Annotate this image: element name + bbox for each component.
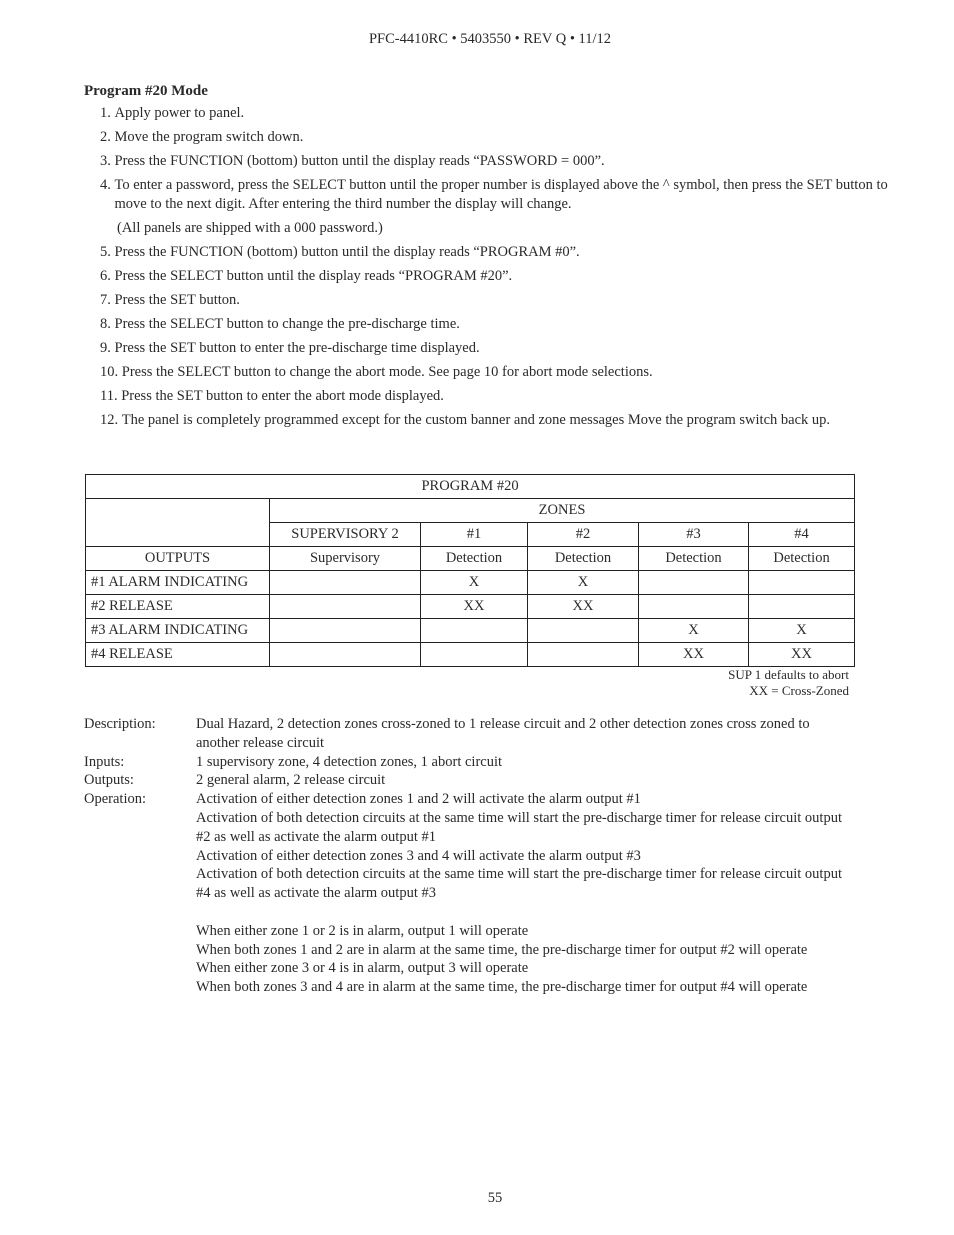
step-text: To enter a password, press the SELECT button until the proper number is displayed above the ^ symbol, then press the SET button to move to the next digit. After entering the third number the display will change. <box>114 177 888 212</box>
output-label: #3 ALARM INDICATING <box>86 619 270 643</box>
step-number: 10. <box>100 364 122 380</box>
step-number: 2. <box>100 129 115 145</box>
step-item <box>100 363 900 382</box>
table-cell: XX <box>639 643 749 667</box>
table-cell <box>639 571 749 595</box>
step-text: Press the SELECT button to change the pre-discharge time. <box>114 316 460 332</box>
description-label: Description: <box>84 716 156 732</box>
output-label: #2 RELEASE <box>86 595 270 619</box>
step-text: Press the SELECT button to change the abort mode. See page 10 for abort mode selections. <box>121 364 653 380</box>
step-number: 4. <box>100 177 115 193</box>
table-cell: X <box>639 619 749 643</box>
table-cell: X <box>528 571 639 595</box>
text-line <box>196 903 904 922</box>
output-label: #4 RELEASE <box>86 643 270 667</box>
table-title-row <box>86 475 855 499</box>
step-text: Press the SELECT button until the display reads “PROGRAM #20”. <box>114 268 513 284</box>
page-header: PFC-4410RC • 5403550 • REV Q • 11/12 <box>368 31 612 47</box>
step-item <box>100 291 900 310</box>
description-text <box>196 715 904 753</box>
step-number: 9. <box>100 340 115 356</box>
step-number: 3. <box>100 153 115 169</box>
outputs-label: Outputs: <box>84 772 134 789</box>
step-number: 7. <box>100 292 115 308</box>
table-cell <box>421 643 528 667</box>
text-line: another release circuit <box>196 734 325 751</box>
step-text: Press the FUNCTION (bottom) button until the display reads “PASSWORD = 000”. <box>114 153 605 169</box>
empty-corner-cell <box>86 499 270 547</box>
text-line: Activation of either detection zones 1 and 2 will activate the alarm output #1 <box>196 791 641 808</box>
outputs-label: OUTPUTS <box>86 547 270 571</box>
table-cell: X <box>421 571 528 595</box>
table-cell <box>270 619 421 643</box>
text-line: Activation of either detection zones 3 and 4 will activate the alarm output #3 <box>196 847 641 864</box>
note-line: XX = Cross-Zoned <box>749 683 849 698</box>
step-item <box>100 387 900 406</box>
table-cell: XX <box>421 595 528 619</box>
text-line: When both zones 3 and 4 are in alarm at the same time, the pre-discharge timer for output #4 will operate <box>196 979 808 996</box>
table-cell: XX <box>528 595 639 619</box>
table-cell <box>528 643 639 667</box>
table-row <box>86 619 855 643</box>
zone-type: Supervisory <box>270 547 421 571</box>
table-cell: XX <box>749 643 855 667</box>
step-item <box>100 339 900 358</box>
operation-row <box>84 790 904 997</box>
text-line: #2 as well as activate the alarm output #1 <box>196 828 436 845</box>
table-row <box>86 643 855 667</box>
table-cell <box>749 595 855 619</box>
table-cell <box>270 571 421 595</box>
step-item <box>100 219 900 238</box>
output-label: #1 ALARM INDICATING <box>86 571 270 595</box>
step-text: Apply power to panel. <box>114 105 245 121</box>
step-item <box>100 411 900 430</box>
table-cell <box>421 619 528 643</box>
text-line: When both zones 1 and 2 are in alarm at the same time, the pre-discharge timer for output #2 will operate <box>196 941 808 958</box>
table-title: PROGRAM #20 <box>86 475 855 499</box>
table-cell <box>749 571 855 595</box>
operation-label: Operation: <box>84 791 147 808</box>
step-item <box>100 243 900 262</box>
zone-type: Detection <box>528 547 639 571</box>
zone-header: #2 <box>528 523 639 547</box>
zone-type: Detection <box>421 547 528 571</box>
zones-label: ZONES <box>270 499 855 523</box>
step-number: 12. <box>100 412 122 428</box>
table-cell <box>639 595 749 619</box>
step-number: 8. <box>100 316 115 332</box>
table-row <box>86 595 855 619</box>
description-block <box>84 715 904 997</box>
step-number: 1. <box>100 105 115 121</box>
text-line: Dual Hazard, 2 detection zones cross-zoned to 1 release circuit and 2 other detection zones cross zoned to <box>196 716 810 732</box>
step-text: Press the SET button to enter the pre-discharge time displayed. <box>114 340 480 356</box>
step-item <box>100 176 900 214</box>
text-line: When either zone 1 or 2 is in alarm, output 1 will operate <box>196 922 529 939</box>
step-text: Press the FUNCTION (bottom) button until the display reads “PROGRAM #0”. <box>114 244 580 260</box>
step-text: Press the SET button. <box>114 292 240 308</box>
outputs-text: 2 general alarm, 2 release circuit <box>196 772 386 789</box>
zone-header: SUPERVISORY 2 <box>270 523 421 547</box>
outputs-row <box>84 771 904 790</box>
inputs-text: 1 supervisory zone, 4 detection zones, 1 abort circuit <box>196 753 503 770</box>
table-cell <box>270 595 421 619</box>
text-line: When either zone 3 or 4 is in alarm, output 3 will operate <box>196 960 529 977</box>
program-table <box>85 474 855 667</box>
table-cell <box>270 643 421 667</box>
operation-text <box>196 790 904 997</box>
step-item <box>100 267 900 286</box>
text-line: Activation of both detection circuits at the same time will start the pre-discharge timer for release circuit output <box>196 809 842 826</box>
zone-types-row <box>86 547 855 571</box>
table-cell <box>528 619 639 643</box>
zone-header: #4 <box>749 523 855 547</box>
steps-list <box>100 104 900 435</box>
table-row <box>86 571 855 595</box>
step-item <box>100 128 900 147</box>
step-text: Move the program switch down. <box>114 129 304 145</box>
zone-type: Detection <box>749 547 855 571</box>
page-number: 55 <box>487 1190 503 1206</box>
step-item <box>100 315 900 334</box>
description-row <box>84 715 904 753</box>
step-text: Press the SET button to enter the abort mode displayed. <box>121 388 444 404</box>
step-text: The panel is completely programmed except for the custom banner and zone messages Move the program switch back up. <box>121 412 831 428</box>
step-number: 5. <box>100 244 115 260</box>
inputs-label: Inputs: <box>84 753 125 770</box>
inputs-row <box>84 753 904 772</box>
step-item <box>100 152 900 171</box>
zone-header: #1 <box>421 523 528 547</box>
table-notes <box>728 667 849 699</box>
step-text: (All panels are shipped with a 000 password.) <box>117 220 383 236</box>
step-number: 6. <box>100 268 115 284</box>
text-line: #4 as well as activate the alarm output #3 <box>196 885 436 902</box>
zone-type: Detection <box>639 547 749 571</box>
section-title: Program #20 Mode <box>84 83 208 99</box>
text-line: Activation of both detection circuits at the same time will start the pre-discharge timer for release circuit output <box>196 866 842 883</box>
note-line: SUP 1 defaults to abort <box>728 667 849 682</box>
table-cell: X <box>749 619 855 643</box>
zones-row <box>86 499 855 523</box>
step-item <box>100 104 900 123</box>
step-number: 11. <box>100 388 122 404</box>
zone-header: #3 <box>639 523 749 547</box>
